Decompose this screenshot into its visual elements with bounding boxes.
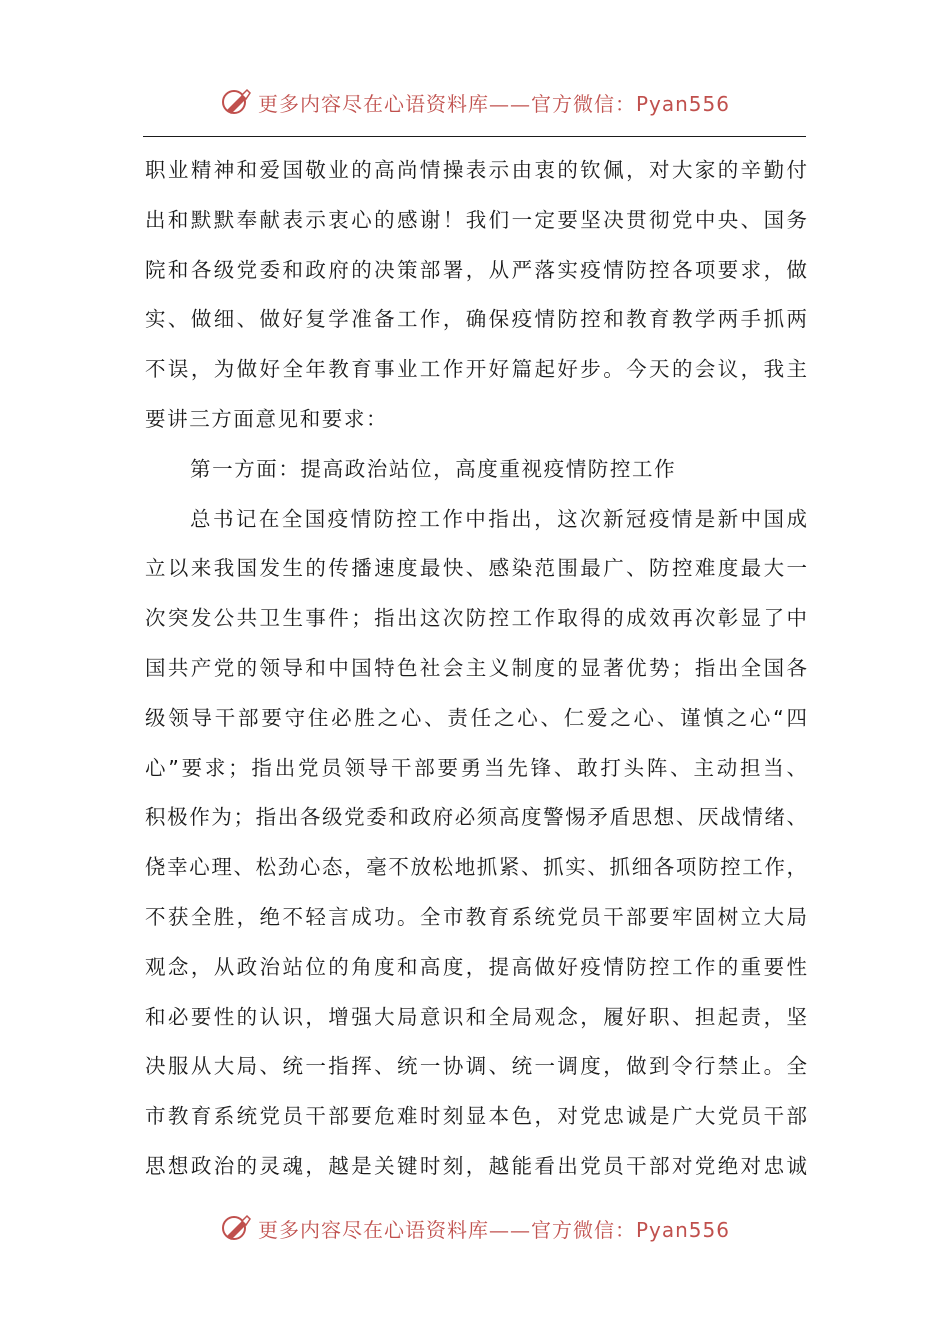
text-line: 院和各级党委和政府的决策部署，从严落实疫情防控各项要求，做 (145, 257, 807, 282)
text-line: 实、做细、做好复学准备工作，确保疫情防控和教育教学两手抓两 (145, 307, 807, 332)
header-banner-dash: —— (488, 91, 531, 116)
text-line: 级领导干部要守住必胜之心、责任之心、仁爱之心、谨慎之心“四 (145, 705, 807, 730)
text-line: 总书记在全国疫情防控工作中指出，这次新冠疫情是新中国成 (190, 506, 807, 531)
text-line: 职业精神和爱国敬业的高尚情操表示由衷的钦佩，对大家的辛勤付 (145, 158, 807, 182)
text-line: 不误，为做好全年教育事业工作开好篇起好步。今天的会议，我主 (145, 357, 807, 382)
text-line: 不获全胜，绝不轻言成功。全市教育系统党员干部要牢固树立大局 (145, 904, 807, 929)
text-line: 立以来我国发生的传播速度最快、感染范围最广、防控难度最大一 (145, 556, 807, 581)
text-line: 次突发公共卫生事件；指出这次防控工作取得的成效再次彰显了中 (145, 606, 807, 631)
text-line: 决服从大局、统一指挥、统一协调、统一调度，做到令行禁止。全 (145, 1054, 807, 1079)
header-banner (0, 82, 950, 122)
text-line: 和必要性的认识，增强大局意识和全局观念，履好职、担起责，坚 (145, 1004, 807, 1029)
text-line: 心”要求；指出党员领导干部要勇当先锋、敢打头阵、主动担当、 (145, 755, 807, 780)
text-line: 积极作为；指出各级党委和政府必须高度警惕矛盾思想、厌战情绪、 (145, 805, 807, 830)
footer-banner-text (258, 1214, 730, 1243)
footer-banner (0, 1208, 950, 1248)
header-banner-wechat: 官方微信：Pyan556 (530, 91, 730, 116)
footer-banner-wechat: 官方微信：Pyan556 (530, 1217, 730, 1242)
text-line: 市教育系统党员干部要危难时刻显本色，对党忠诚是广大党员干部 (145, 1104, 807, 1129)
header-divider (143, 136, 806, 137)
text-line: 出和默默奉献表示衷心的感谢！我们一定要坚决贯彻党中央、国务 (145, 207, 807, 232)
text-line: 国共产党的领导和中国特色社会主义制度的显著优势；指出全国各 (145, 655, 807, 680)
text-line: 思想政治的灵魂，越是关键时刻，越能看出党员干部对党绝对忠诚 (145, 1153, 807, 1178)
section-heading: 第一方面：提高政治站位，高度重视疫情防控工作 (190, 456, 677, 481)
text-line: 侥幸心理、松劲心态，毫不放松地抓紧、抓实、抓细各项防控工作， (145, 855, 807, 880)
pen-logo-icon (220, 1212, 252, 1244)
pen-logo-icon (220, 86, 252, 118)
text-line: 要讲三方面意见和要求： (145, 406, 389, 431)
text-line: 观念，从政治站位的角度和高度，提高做好疫情防控工作的重要性 (145, 954, 807, 979)
document-body (145, 146, 807, 1192)
footer-banner-main: 更多内容尽在心语资料库 (257, 1217, 489, 1242)
header-banner-main: 更多内容尽在心语资料库 (257, 91, 489, 116)
header-banner-text (258, 88, 730, 117)
footer-banner-dash: —— (488, 1217, 531, 1242)
